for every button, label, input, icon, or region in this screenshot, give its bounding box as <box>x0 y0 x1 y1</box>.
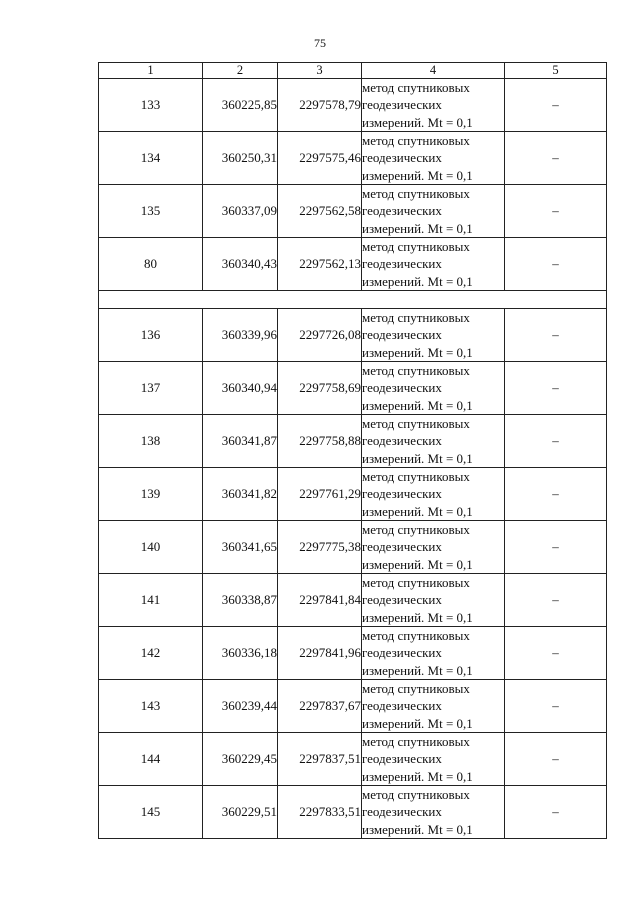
table-row <box>99 680 607 733</box>
table-row <box>99 79 607 132</box>
x-coordinate-cell: 360341,82 <box>203 468 278 521</box>
method-line: метод спутниковых <box>362 310 470 326</box>
method-line: геодезических <box>362 256 442 272</box>
method-line: измерений. Mt = 0,1 <box>362 397 473 413</box>
column-5-cell: – <box>505 627 607 680</box>
header-col-5: 5 <box>505 63 607 79</box>
header-col-1: 1 <box>99 63 203 79</box>
y-coordinate-cell: 2297758,88 <box>278 415 362 468</box>
y-coordinate-cell: 2297562,13 <box>278 238 362 291</box>
x-coordinate-cell: 360250,31 <box>203 132 278 185</box>
method-line: геодезических <box>362 698 442 714</box>
column-5-cell: – <box>505 786 607 839</box>
method-cell <box>362 786 505 839</box>
x-coordinate-cell: 360339,96 <box>203 309 278 362</box>
column-5-cell: – <box>505 309 607 362</box>
point-number-cell: 141 <box>99 574 203 627</box>
x-coordinate-cell: 360336,18 <box>203 627 278 680</box>
y-coordinate-cell: 2297841,84 <box>278 574 362 627</box>
header-col-4: 4 <box>362 63 505 79</box>
column-5-cell: – <box>505 79 607 132</box>
method-cell <box>362 521 505 574</box>
table-row <box>99 468 607 521</box>
point-number-cell: 138 <box>99 415 203 468</box>
method-line: метод спутниковых <box>362 681 470 697</box>
table-row <box>99 733 607 786</box>
x-coordinate-cell: 360338,87 <box>203 574 278 627</box>
y-coordinate-cell: 2297761,29 <box>278 468 362 521</box>
method-line: геодезических <box>362 327 442 343</box>
header-row <box>99 63 607 79</box>
method-line: геодезических <box>362 203 442 219</box>
method-cell <box>362 733 505 786</box>
method-line: измерений. Mt = 0,1 <box>362 768 473 784</box>
method-cell <box>362 185 505 238</box>
method-cell <box>362 627 505 680</box>
method-line: геодезических <box>362 539 442 555</box>
method-cell <box>362 680 505 733</box>
table-body <box>99 79 607 839</box>
method-line: метод спутниковых <box>362 628 470 644</box>
method-line: метод спутниковых <box>362 363 470 379</box>
point-number-cell: 140 <box>99 521 203 574</box>
method-line: измерений. Mt = 0,1 <box>362 556 473 572</box>
column-5-cell: – <box>505 680 607 733</box>
method-cell <box>362 309 505 362</box>
method-line: измерений. Mt = 0,1 <box>362 821 473 837</box>
separator-cell <box>99 291 607 309</box>
method-line: геодезических <box>362 97 442 113</box>
method-line: метод спутниковых <box>362 575 470 591</box>
method-line: измерений. Mt = 0,1 <box>362 273 473 289</box>
column-5-cell: – <box>505 468 607 521</box>
method-line: метод спутниковых <box>362 734 470 750</box>
method-cell <box>362 132 505 185</box>
point-number-cell: 136 <box>99 309 203 362</box>
x-coordinate-cell: 360239,44 <box>203 680 278 733</box>
x-coordinate-cell: 360341,65 <box>203 521 278 574</box>
y-coordinate-cell: 2297775,38 <box>278 521 362 574</box>
method-cell <box>362 79 505 132</box>
table-row <box>99 309 607 362</box>
y-coordinate-cell: 2297837,51 <box>278 733 362 786</box>
table-row <box>99 521 607 574</box>
point-number-cell: 139 <box>99 468 203 521</box>
method-line: метод спутниковых <box>362 133 470 149</box>
method-line: измерений. Mt = 0,1 <box>362 344 473 360</box>
y-coordinate-cell: 2297578,79 <box>278 79 362 132</box>
y-coordinate-cell: 2297726,08 <box>278 309 362 362</box>
method-line: метод спутниковых <box>362 80 470 96</box>
table-row <box>99 627 607 680</box>
table-row <box>99 132 607 185</box>
x-coordinate-cell: 360229,51 <box>203 786 278 839</box>
point-number-cell: 143 <box>99 680 203 733</box>
y-coordinate-cell: 2297833,51 <box>278 786 362 839</box>
method-line: метод спутниковых <box>362 469 470 485</box>
coordinates-table <box>98 62 607 839</box>
method-line: измерений. Mt = 0,1 <box>362 503 473 519</box>
point-number-cell: 134 <box>99 132 203 185</box>
separator-row <box>99 291 607 309</box>
table-row <box>99 786 607 839</box>
method-cell <box>362 238 505 291</box>
y-coordinate-cell: 2297758,69 <box>278 362 362 415</box>
point-number-cell: 142 <box>99 627 203 680</box>
point-number-cell: 144 <box>99 733 203 786</box>
method-line: метод спутниковых <box>362 239 470 255</box>
method-line: геодезических <box>362 751 442 767</box>
column-5-cell: – <box>505 733 607 786</box>
method-cell <box>362 574 505 627</box>
method-line: измерений. Mt = 0,1 <box>362 662 473 678</box>
point-number-cell: 137 <box>99 362 203 415</box>
method-line: измерений. Mt = 0,1 <box>362 114 473 130</box>
table-row <box>99 415 607 468</box>
x-coordinate-cell: 360340,43 <box>203 238 278 291</box>
method-line: метод спутниковых <box>362 522 470 538</box>
point-number-cell: 145 <box>99 786 203 839</box>
x-coordinate-cell: 360340,94 <box>203 362 278 415</box>
method-line: измерений. Mt = 0,1 <box>362 609 473 625</box>
point-number-cell: 133 <box>99 79 203 132</box>
header-col-2: 2 <box>203 63 278 79</box>
method-line: измерений. Mt = 0,1 <box>362 450 473 466</box>
method-line: измерений. Mt = 0,1 <box>362 167 473 183</box>
column-5-cell: – <box>505 185 607 238</box>
header-col-3: 3 <box>278 63 362 79</box>
column-5-cell: – <box>505 362 607 415</box>
column-5-cell: – <box>505 521 607 574</box>
x-coordinate-cell: 360229,45 <box>203 733 278 786</box>
table-row <box>99 362 607 415</box>
table-row <box>99 185 607 238</box>
y-coordinate-cell: 2297575,46 <box>278 132 362 185</box>
column-5-cell: – <box>505 238 607 291</box>
x-coordinate-cell: 360337,09 <box>203 185 278 238</box>
method-line: измерений. Mt = 0,1 <box>362 715 473 731</box>
method-cell <box>362 468 505 521</box>
table-row <box>99 574 607 627</box>
y-coordinate-cell: 2297837,67 <box>278 680 362 733</box>
method-cell <box>362 415 505 468</box>
table-row <box>99 238 607 291</box>
method-line: геодезических <box>362 433 442 449</box>
y-coordinate-cell: 2297841,96 <box>278 627 362 680</box>
method-line: метод спутниковых <box>362 186 470 202</box>
method-line: геодезических <box>362 486 442 502</box>
method-line: геодезических <box>362 150 442 166</box>
x-coordinate-cell: 360341,87 <box>203 415 278 468</box>
column-5-cell: – <box>505 574 607 627</box>
point-number-cell: 80 <box>99 238 203 291</box>
point-number-cell: 135 <box>99 185 203 238</box>
column-5-cell: – <box>505 132 607 185</box>
method-line: геодезических <box>362 645 442 661</box>
method-line: метод спутниковых <box>362 416 470 432</box>
column-5-cell: – <box>505 415 607 468</box>
method-line: геодезических <box>362 804 442 820</box>
method-line: геодезических <box>362 380 442 396</box>
x-coordinate-cell: 360225,85 <box>203 79 278 132</box>
method-line: геодезических <box>362 592 442 608</box>
method-line: измерений. Mt = 0,1 <box>362 220 473 236</box>
page-number: 75 <box>314 36 326 50</box>
method-cell <box>362 362 505 415</box>
y-coordinate-cell: 2297562,58 <box>278 185 362 238</box>
method-line: метод спутниковых <box>362 787 470 803</box>
